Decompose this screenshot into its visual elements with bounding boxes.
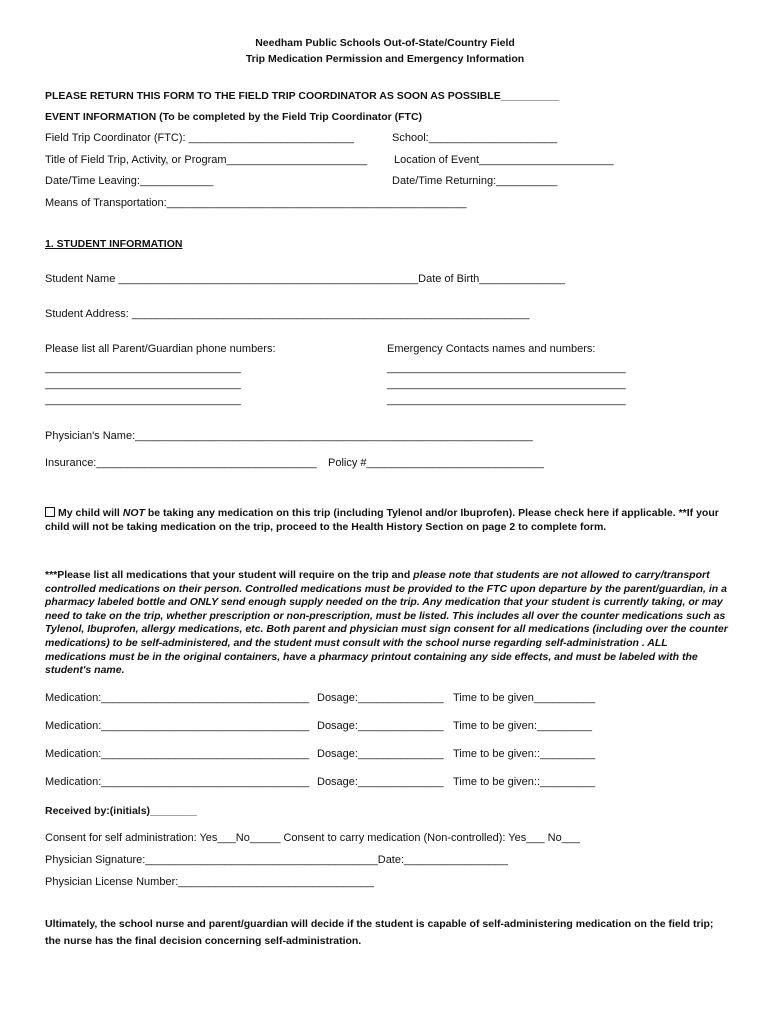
received-by-field[interactable]: Received by:(initials)________ — [45, 805, 197, 817]
medication-instructions — [45, 569, 730, 678]
transport-field[interactable]: Means of Transportation:_________________________________________________ — [45, 197, 467, 209]
no-medication-not: NOT — [122, 507, 145, 519]
instructions-italic: please note that students are not allowed to carry/transport controlled medications on their person. Controlled medications must be provided to the FTC upon departure by the parent/guardian, in a pharmacy labeled bottle and ONLY send enough supply needed on the trip. Any medication that your student is currently taking, or may need to take on the trip, whether prescription or non-prescription, must be listed. This includes all over the counter medications such as Tylenol, Ibuprofen, allergy medications, etc. Both parent and physician must sign consent for all medications (including over the counter medications) to be self-administered, and the student must consult with the school nurse regarding self-administration . ALL medications must be in the original containers, have a pharmacy printout containing any side effects, and must be labeled with the student's name. — [45, 569, 728, 677]
policy-field[interactable]: Policy #_____________________________ — [328, 457, 544, 469]
medication-field[interactable]: Medication:__________________________________ — [45, 720, 310, 732]
physician-name-field[interactable]: Physician's Name:_________________________________________________________________ — [45, 430, 533, 442]
medication-field[interactable]: Medication:__________________________________ — [45, 692, 310, 704]
consent-line[interactable]: Consent for self administration: Yes___No_____ Consent to carry medication (Non-controlled): Yes___ No___ — [45, 832, 581, 844]
no-medication-statement — [45, 507, 730, 534]
no-medication-checkbox[interactable] — [45, 507, 55, 517]
physician-license-field[interactable]: Physician License Number:________________________________ — [45, 876, 375, 888]
parent-phone-line[interactable]: ________________________________ — [45, 362, 241, 374]
dosage-field[interactable]: Dosage:______________ — [317, 748, 444, 760]
parent-phones-label: Please list all Parent/Guardian phone numbers: — [45, 343, 276, 355]
student-name-field[interactable]: Student Name _________________________________________________Date of Birth______________ — [45, 273, 565, 285]
time-field[interactable]: Time to be given::_________ — [453, 776, 596, 788]
insurance-field[interactable]: Insurance:____________________________________ — [45, 457, 317, 469]
physician-signature-field[interactable]: Physician Signature:______________________________________Date:_________________ — [45, 854, 509, 866]
dosage-field[interactable]: Dosage:______________ — [317, 720, 444, 732]
dosage-field[interactable]: Dosage:______________ — [317, 692, 444, 704]
time-field[interactable]: Time to be given::_________ — [453, 748, 596, 760]
school-field[interactable]: School:_____________________ — [392, 132, 558, 144]
time-field[interactable]: Time to be given:_________ — [453, 720, 593, 732]
trip-title-field[interactable]: Title of Field Trip, Activity, or Program_______________________ — [45, 154, 368, 166]
parent-phone-line[interactable]: ________________________________ — [45, 378, 241, 390]
final-note: Ultimately, the school nurse and parent/guardian will decide if the student is capable of self-administering medication on the field trip; the nurse has the final decision concerning self-administration. — [45, 918, 714, 947]
emergency-contact-line[interactable]: _______________________________________ — [387, 378, 626, 390]
emergency-contact-line[interactable]: _______________________________________ — [387, 394, 626, 406]
emergency-contact-line[interactable]: _______________________________________ — [387, 362, 626, 374]
location-field[interactable]: Location of Event______________________ — [394, 154, 614, 166]
medication-field[interactable]: Medication:__________________________________ — [45, 776, 310, 788]
parent-phone-line[interactable]: ________________________________ — [45, 394, 241, 406]
form-title-line2: Trip Medication Permission and Emergency Information — [245, 53, 525, 65]
student-address-field[interactable]: Student Address: _________________________________________________________________ — [45, 308, 530, 320]
emergency-contacts-label: Emergency Contacts names and numbers: — [387, 343, 596, 355]
return-notice: PLEASE RETURN THIS FORM TO THE FIELD TRIP COORDINATOR AS SOON AS POSSIBLE__________ — [45, 90, 560, 102]
ftc-field[interactable]: Field Trip Coordinator (FTC): ___________________________ — [45, 132, 354, 144]
leaving-field[interactable]: Date/Time Leaving:____________ — [45, 175, 214, 187]
student-heading: 1. STUDENT INFORMATION — [45, 238, 183, 250]
dosage-field[interactable]: Dosage:______________ — [317, 776, 444, 788]
medication-field[interactable]: Medication:__________________________________ — [45, 748, 310, 760]
no-medication-pre: My child will — [58, 507, 123, 519]
form-title-line1: Needham Public Schools Out-of-State/Country Field — [255, 37, 515, 49]
time-field[interactable]: Time to be given__________ — [453, 692, 596, 704]
event-heading: EVENT INFORMATION (To be completed by the Field Trip Coordinator (FTC) — [45, 111, 423, 123]
instructions-lead: ***Please list all medications that your student will require on the trip and — [45, 569, 414, 581]
returning-field[interactable]: Date/Time Returning:__________ — [392, 175, 558, 187]
no-medication-post: be taking any medication on this trip (including Tylenol and/or Ibuprofen). Please check here if applicable. **If your child will not be taking medication on the trip, proceed to the Health History Section on page 2 to complete form. — [45, 507, 719, 533]
